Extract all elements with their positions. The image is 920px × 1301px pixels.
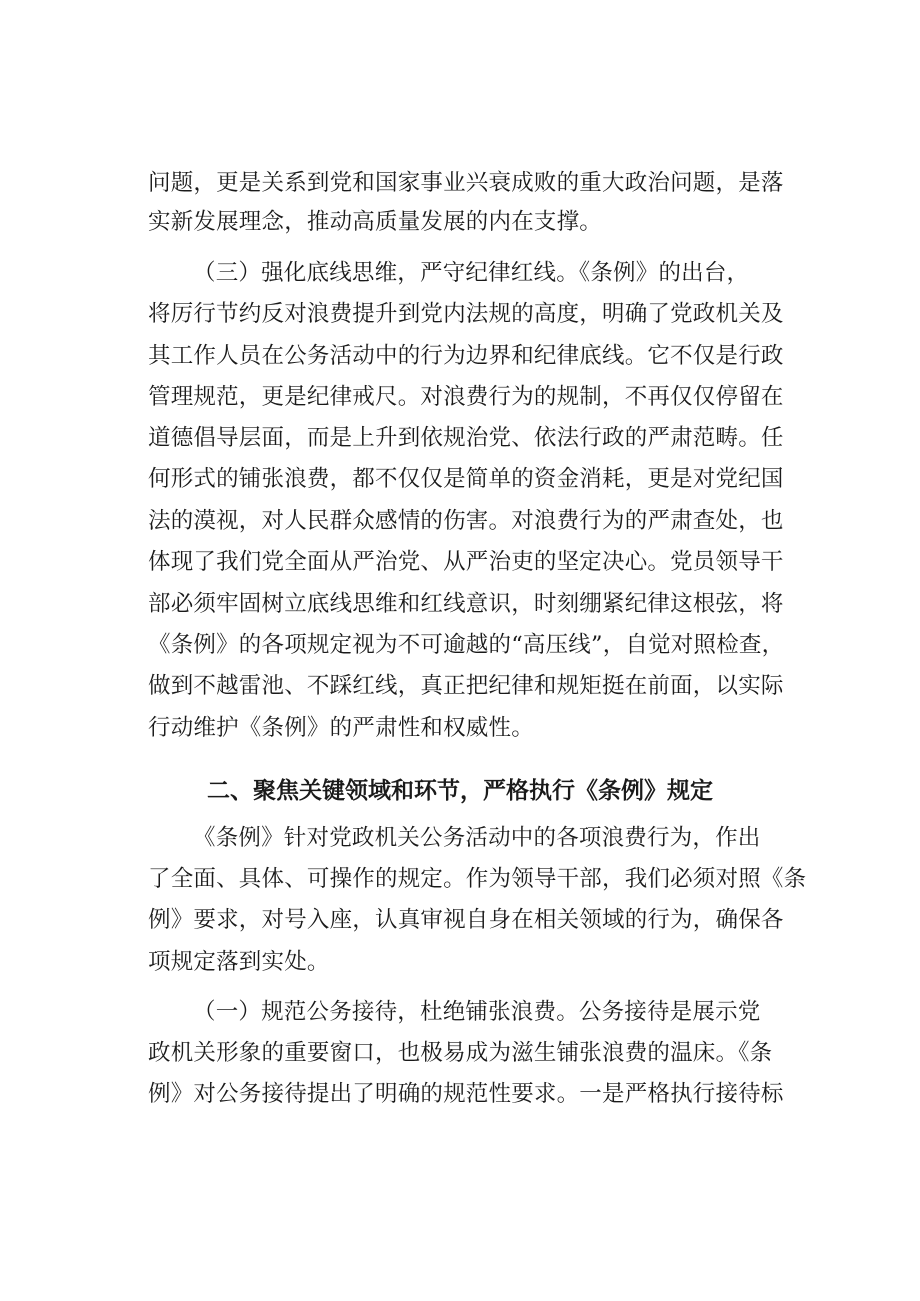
paragraph-3-line-1: 《条例》针对党政机关公务活动中的各项浪费行为，作出 [193, 825, 761, 851]
paragraph-4-line-2: 政机关形象的重要窗口，也极易成为滋生铺张浪费的温床。《条 [148, 1040, 773, 1066]
paragraph-2-line-3: 其工作人员在公务活动中的行为边界和纪律底线。它不仅是行政 [148, 343, 784, 369]
paragraph-2-line-10: 《条例》的各项规定视为不可逾越的“高压线”，自觉对照检查， [148, 632, 785, 658]
paragraph-4-line-1: （一）规范公务接待，杜绝铺张浪费。公务接待是展示党 [193, 999, 761, 1025]
paragraph-1-line-1: 问题，更是关系到党和国家事业兴衰成败的重大政治问题，是落 [148, 170, 784, 196]
paragraph-2-line-1: （三）强化底线思维，严守纪律红线。《条例》的出台， [193, 260, 750, 286]
paragraph-1-line-2: 实新发展理念，推动高质量发展的内在支撑。 [148, 209, 603, 235]
paragraph-2-line-6: 何形式的铺张浪费，都不仅仅是简单的资金消耗，更是对党纪国 [148, 466, 784, 492]
paragraph-2-line-9: 部必须牢固树立底线思维和红线意识，时刻绷紧纪律这根弦，将 [148, 591, 784, 617]
paragraph-2-line-2: 将厉行节约反对浪费提升到党内法规的高度，明确了党政机关及 [148, 301, 784, 327]
paragraph-4-line-3: 例》对公务接待提出了明确的规范性要求。一是严格执行接待标 [148, 1081, 784, 1107]
paragraph-2-line-7: 法的漠视，对人民群众感情的伤害。对浪费行为的严肃查处，也 [148, 508, 784, 534]
paragraph-2-line-11: 做到不越雷池、不踩红线，真正把纪律和规矩挺在前面，以实际 [148, 673, 784, 699]
paragraph-2-line-4: 管理规范，更是纪律戒尺。对浪费行为的规制，不再仅仅停留在 [148, 384, 784, 410]
paragraph-3-line-3: 例》要求，对号入座，认真审视自身在相关领域的行为，确保各 [148, 907, 784, 933]
paragraph-2-line-12: 行动维护《条例》的严肃性和权威性。 [148, 715, 534, 741]
paragraph-3-line-4: 项规定落到实处。 [148, 949, 330, 975]
section-heading: 二、聚焦关键领域和环节，严格执行《条例》规定 [207, 778, 713, 804]
paragraph-2-line-5: 道德倡导层面，而是上升到依规治党、依法行政的严肃范畴。任 [148, 425, 784, 451]
paragraph-2-line-8: 体现了我们党全面从严治党、从严治吏的坚定决心。党员领导干 [148, 549, 784, 575]
paragraph-3-line-2: 了全面、具体、可操作的规定。作为领导干部，我们必须对照《条 [148, 866, 807, 892]
